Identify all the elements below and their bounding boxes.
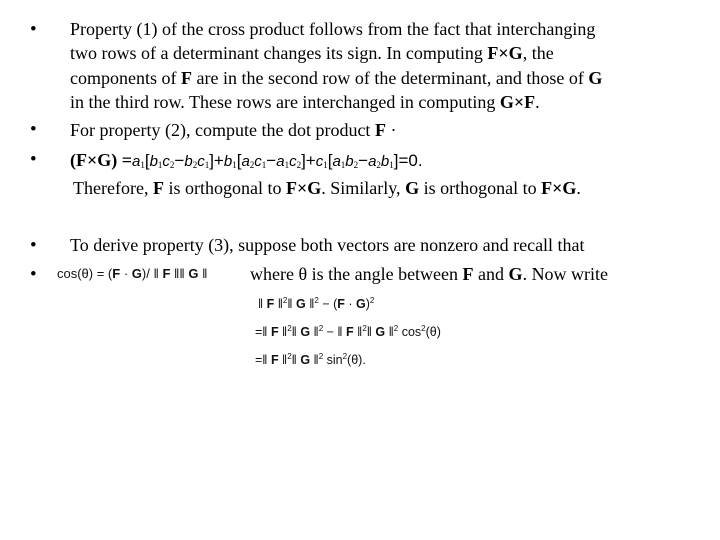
var: c (162, 153, 170, 170)
bold-text: G×F (499, 92, 536, 112)
text: Property (1) of the cross product follows from the fact that interchanging (70, 19, 596, 39)
cos-formula (57, 266, 207, 281)
var: b (184, 153, 193, 170)
var: a (368, 153, 377, 170)
math-bold: F (270, 353, 279, 367)
subscript: 1 (232, 160, 237, 170)
math-text: ‖ (310, 353, 319, 367)
math-text: ‖ (366, 325, 376, 339)
bullet-marker: • (30, 19, 37, 40)
subscript: 1 (389, 160, 394, 170)
subscript: 1 (284, 160, 290, 170)
math-bold: F (346, 325, 354, 339)
math-text: ‖ (287, 297, 297, 311)
var: a (276, 153, 285, 170)
subscript: 2 (249, 160, 255, 170)
subscript: 1 (140, 160, 145, 170)
math-bold: F (270, 325, 279, 339)
math-bold: G (296, 297, 306, 311)
text: two rows of a determinant changes its sign. In computing (70, 43, 488, 63)
math-text: )/ ‖ (141, 266, 163, 281)
bold-text: F×G (541, 178, 577, 198)
math-text: · (344, 297, 357, 311)
var: c (289, 153, 297, 170)
bullet-marker: • (30, 119, 37, 140)
math-text: · (120, 266, 132, 281)
text: − (358, 151, 369, 170)
subscript: 1 (204, 160, 210, 170)
math-text: (θ). (347, 353, 366, 367)
subscript: 1 (157, 160, 163, 170)
math-text: ‖ (305, 297, 315, 311)
paragraph-line (70, 119, 396, 141)
text: , the (522, 43, 554, 63)
bold-text: F×G (487, 43, 523, 63)
math-bold: G (375, 325, 386, 339)
math-bold: F (337, 297, 345, 311)
text: − (266, 151, 277, 170)
text: [ (144, 151, 150, 170)
math-text: ‖ (278, 353, 288, 367)
text: is orthogonal to (419, 178, 542, 198)
subscript: 2 (376, 160, 381, 170)
superscript: 2 (287, 352, 292, 361)
derivation-row-1 (258, 296, 374, 311)
paragraph-line (73, 177, 581, 199)
text: To derive property (3), suppose both vectors are nonzero and recall that (70, 235, 585, 255)
superscript: 2 (287, 324, 292, 333)
superscript: 2 (282, 296, 288, 305)
text: and (473, 264, 509, 284)
text: − (174, 151, 185, 170)
subscript: 2 (192, 160, 198, 170)
text: [ (327, 151, 333, 170)
derivation-row-3 (255, 352, 366, 367)
math-text: − ( (318, 297, 338, 311)
text: where θ is the angle between (250, 264, 463, 284)
math-bold: F (266, 297, 275, 311)
bold-text: G (508, 264, 523, 284)
math-text: cos(θ) = ( (57, 266, 113, 281)
math-bold: G (300, 353, 311, 367)
math-bold: F (162, 266, 171, 281)
math-text: ‖ (385, 325, 394, 339)
var: a (332, 153, 341, 170)
superscript: 2 (318, 324, 324, 333)
paragraph-line (70, 42, 554, 64)
equation-line (70, 149, 423, 176)
superscript: 2 (393, 324, 399, 333)
paragraph-line (70, 67, 602, 89)
math-text: ‖ (278, 325, 288, 339)
bold-text: (F×G) = (70, 150, 132, 170)
text: in the third row. These rows are interchanged in computing (70, 92, 500, 112)
subscript: 2 (296, 160, 302, 170)
bold-text: F (462, 264, 474, 284)
math-bold: G (131, 266, 142, 281)
text: are in the second row of the determinant, and those of (191, 68, 589, 88)
bold-text: F (374, 120, 386, 140)
text: ]=0. (393, 151, 423, 170)
var: c (254, 153, 262, 170)
text: components of (70, 68, 181, 88)
bullet-marker: • (30, 264, 37, 285)
subscript: 1 (323, 160, 328, 170)
text: . (535, 92, 540, 112)
paragraph-line (70, 18, 595, 40)
text: Therefore, (73, 178, 153, 198)
math-bold: G (356, 297, 366, 311)
paragraph-line (70, 234, 585, 256)
math-text: (θ) (425, 325, 441, 339)
var: a (241, 153, 250, 170)
bold-text: G (588, 68, 603, 88)
superscript: 2 (318, 352, 324, 361)
math-text: ‖ (274, 297, 283, 311)
text: ]+ (209, 151, 224, 170)
math-text: ‖ (258, 297, 267, 311)
var: b (149, 153, 158, 170)
bullet-marker: • (30, 149, 37, 170)
subscript: 1 (340, 160, 346, 170)
math-text: ‖‖ (170, 266, 189, 281)
math-text: ‖ (291, 353, 301, 367)
bold-text: G (405, 178, 420, 198)
math-text: ‖ (353, 325, 363, 339)
math-text: =‖ (255, 353, 271, 367)
text: . Similarly, (321, 178, 406, 198)
subscript: 2 (169, 160, 175, 170)
math-text: ‖ (291, 325, 301, 339)
superscript: 2 (314, 296, 319, 305)
math-text: cos (398, 325, 422, 339)
math-bold: G (300, 325, 311, 339)
text: . Now write (522, 264, 609, 284)
var: a (132, 153, 141, 170)
derivation-row-2 (255, 324, 441, 339)
superscript: 2 (421, 324, 426, 333)
var: b (345, 153, 354, 170)
math-text: ‖ (310, 325, 319, 339)
text: · (385, 120, 397, 140)
math-text: − ‖ (323, 325, 347, 339)
superscript: 2 (342, 352, 348, 361)
text: is orthogonal to (163, 178, 286, 198)
bold-text: F (180, 68, 192, 88)
math-text: ) (365, 297, 370, 311)
var: b (380, 153, 390, 170)
text: [ (236, 151, 242, 170)
math-text: =‖ (255, 325, 271, 339)
math-text: ‖ (198, 266, 208, 281)
math-text: sin (323, 353, 343, 367)
text: For property (2), compute the dot product (70, 120, 375, 140)
var: c (197, 153, 205, 170)
bold-text: F (152, 178, 164, 198)
superscript: 2 (362, 324, 367, 333)
superscript: 2 (369, 296, 375, 305)
bold-text: F×G (285, 178, 322, 198)
var: b (223, 153, 233, 170)
subscript: 1 (261, 160, 267, 170)
subscript: 2 (353, 160, 359, 170)
math-bold: G (188, 266, 199, 281)
text: ]+ (301, 151, 316, 170)
paragraph-line (250, 263, 608, 285)
bullet-marker: • (30, 235, 37, 256)
paragraph-line (70, 91, 540, 113)
text: . (576, 178, 581, 198)
math-bold: F (112, 266, 121, 281)
var: c (315, 153, 324, 170)
